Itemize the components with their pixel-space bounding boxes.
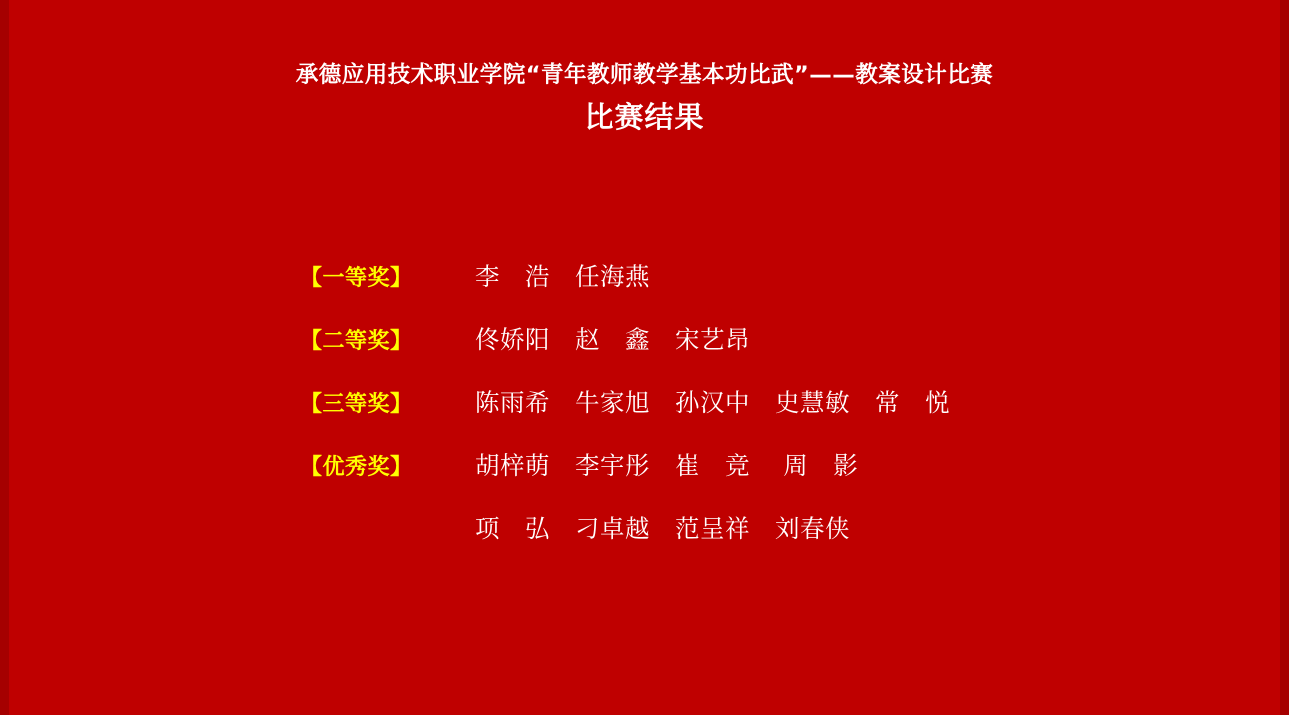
award-names: 陈雨希 牛家旭 孙汉中 史慧敏 常 悦 bbox=[475, 388, 950, 417]
award-row bbox=[300, 384, 1260, 447]
award-list bbox=[300, 258, 1260, 573]
award-label: 【三等奖】 bbox=[300, 391, 413, 417]
award-names: 李 浩 任海燕 bbox=[475, 262, 650, 291]
award-label: 【一等奖】 bbox=[300, 265, 413, 291]
award-row bbox=[300, 447, 1260, 510]
slide-title-secondary: 比赛结果 bbox=[584, 100, 705, 134]
award-row bbox=[300, 321, 1260, 384]
slide-title-primary: 承德应用技术职业学院“青年教师教学基本功比武”——教案设计比赛 bbox=[295, 62, 994, 88]
award-row bbox=[300, 258, 1260, 321]
award-names: 佟娇阳 赵 鑫 宋艺昂 bbox=[475, 325, 750, 354]
award-row-continuation bbox=[300, 510, 1260, 573]
award-names: 胡梓萌 李宇彤 崔 竞 周 影 bbox=[475, 451, 859, 480]
award-names: 项 弘 刁卓越 范呈祥 刘春侠 bbox=[475, 514, 850, 543]
award-label: 【优秀奖】 bbox=[300, 454, 413, 480]
award-label: 【二等奖】 bbox=[300, 328, 413, 354]
slide-title-block bbox=[0, 58, 1289, 140]
